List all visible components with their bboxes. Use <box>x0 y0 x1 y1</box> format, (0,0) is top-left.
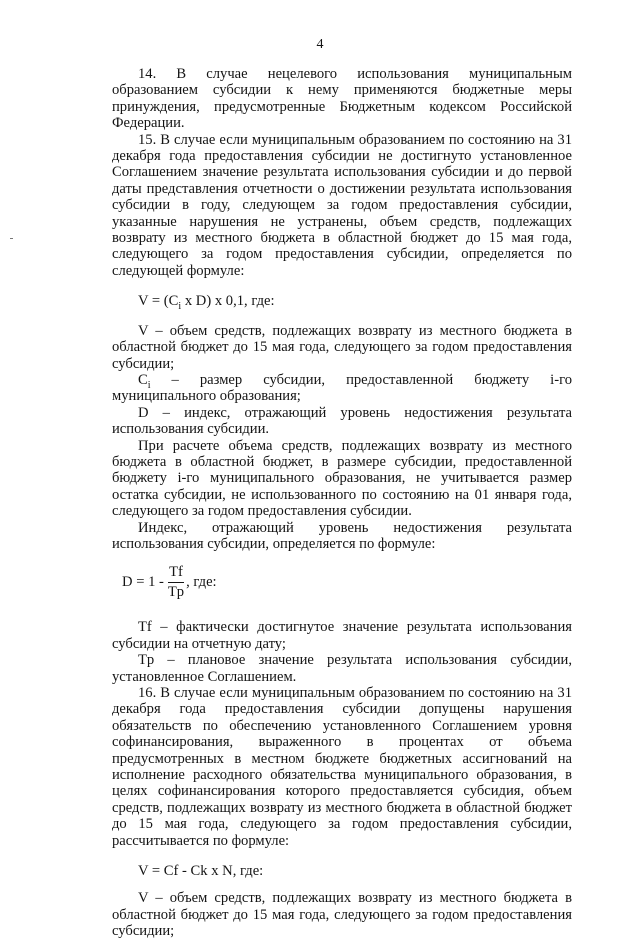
formula-v-subsidy-subscript: i <box>178 301 182 313</box>
formula-v-subsidy <box>112 293 572 313</box>
paragraph-15: 15. В случае если муниципальным образованием по состоянию на 31 декабря года предоставления субсидии не достигнуто установленное Соглашением значение результата использования субсидии и до первой даты представления отчетности о достижении результата использования субсидии в году, следующем за годом предоставления субсидии, указанные нарушения не устранены, объем средств, подлежащих возврату из местного бюджета в областной бюджет до 15 мая года, следующего за годом предоставления субсидии, определяется по следующей формуле: <box>112 131 572 279</box>
definition-ci-text: – размер субсидии, предоставленной бюджету i-го муниципального образования; <box>112 371 572 405</box>
formula-d-lhs: D = 1 - <box>122 574 164 591</box>
formula-v-cofinancing: V = Cf - Ck x N, где: <box>138 863 264 880</box>
definition-ci <box>112 372 572 405</box>
formula-d-suffix: , где: <box>186 574 217 591</box>
paragraph-calculation: При расчете объема средств, подлежащих возврату из местного бюджета в областной бюджет, в размере субсидии, предоставленной бюджету i-го муниципального образования, не учитывается размер остатка субсидии, не использованного по состоянию на 01 января года, следующего за годом предоставления субсидии. <box>112 437 572 520</box>
formula-d-index <box>112 562 572 602</box>
definition-v-second: V – объем средств, подлежащих возврату из местного бюджета в областной бюджет до 15 мая года, следующего за годом предоставления субсидии; <box>112 890 572 940</box>
definition-ci-subscript: i <box>147 379 151 391</box>
formula-v-subsidy-rest: x D) x 0,1, где: <box>181 293 275 310</box>
definition-d: D – индекс, отражающий уровень недостижения результата использования субсидии. <box>112 404 572 438</box>
document-body <box>112 66 572 940</box>
formula-v-subsidy-lhs: V = (C <box>138 293 179 310</box>
definition-tf: Tf – фактически достигнутое значение результата использования субсидии на отчетную дату; <box>112 619 572 652</box>
definition-v: V – объем средств, подлежащих возврату из местного бюджета в областной бюджет до 15 мая года, следующего за годом предоставления субсидии; <box>112 322 572 372</box>
definition-tp: Tp – плановое значение результата использования субсидии, установленное Соглашением. <box>112 652 572 685</box>
paragraph-16: 16. В случае если муниципальным образованием по состоянию на 31 декабря года предоставления субсидии допущены нарушения обязательств по обеспечению установленного Соглашением уровня софинансирования, выраженного в процентах от объема предусмотренных в местном бюджете бюджетных ассигнований на исполнение расходного обязательства муниципального образования, в целях софинансирования которого предоставляется субсидия, объем средств, подлежащих возврату из местного бюджета в областной бюджет до 15 мая года, следующего за годом предоставления субсидии, рассчитывается по формуле: <box>112 685 572 849</box>
formula-d-fraction <box>168 565 184 600</box>
definition-ci-symbol: C <box>138 371 148 388</box>
page-number: 4 <box>316 37 324 52</box>
paragraph-14: 14. В случае нецелевого использования муниципальным образованием субсидии к нему применяются бюджетные меры принуждения, предусмотренные Бюджетным кодексом Российской Федерации. <box>112 66 572 132</box>
formula-d-numerator: Tf <box>168 565 184 583</box>
paragraph-index: Индекс, отражающий уровень недостижения результата использования субсидии, определяется по формуле: <box>112 519 572 552</box>
formula-d-denominator: Tp <box>167 583 185 600</box>
margin-mark <box>10 238 13 239</box>
